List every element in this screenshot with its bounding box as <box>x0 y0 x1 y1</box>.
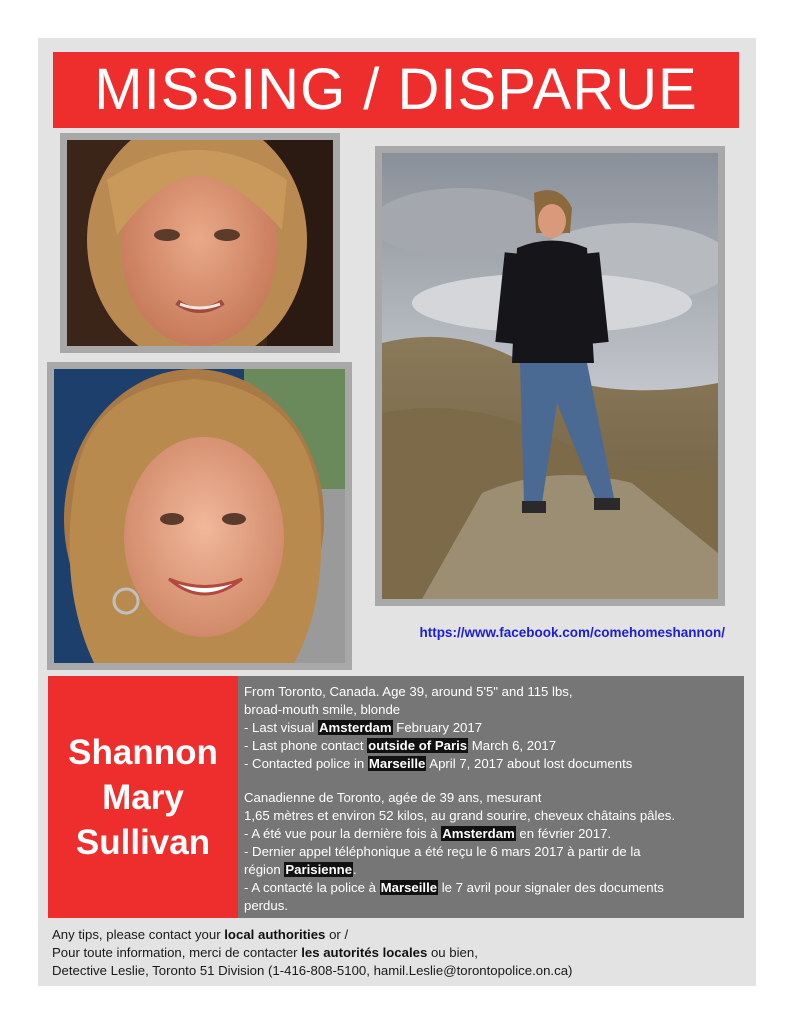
english-contacted-police: - Contacted police in Marseille April 7, 2017 about lost documents <box>244 756 633 771</box>
contact-footer <box>52 926 742 980</box>
english-intro-line-1: From Toronto, Canada. Age 39, around 5'5" and 115 lbs, <box>244 684 573 699</box>
highlight-marseille-fr: Marseille <box>380 880 438 895</box>
highlight-outside-paris: outside of Paris <box>368 738 468 753</box>
name-first: Shannon <box>68 732 218 772</box>
french-contacted-police: - A contacté la police à Marseille le 7 avril pour signaler des documents <box>244 880 664 895</box>
name-middle: Mary <box>102 777 184 817</box>
french-last-call-line-2: région Parisienne. <box>244 862 357 877</box>
name-last: Sullivan <box>75 822 211 862</box>
highlight-parisienne: Parisienne <box>285 862 353 877</box>
footer-local-authorities: local authorities <box>224 927 326 942</box>
highlight-amsterdam: Amsterdam <box>319 720 392 735</box>
photo-smiling-portrait <box>47 362 352 670</box>
english-last-visual: - Last visual Amsterdam February 2017 <box>244 720 483 735</box>
footer-line-english: Any tips, please contact your local authorities or / <box>52 927 349 942</box>
name-panel <box>48 676 238 918</box>
description-panel <box>238 676 744 918</box>
highlight-amsterdam-fr: Amsterdam <box>442 826 515 841</box>
footer-line-french: Pour toute information, merci de contacter les autorités locales ou bien, <box>52 945 478 960</box>
facebook-link[interactable]: https://www.facebook.com/comehomeshannon/ <box>419 625 725 640</box>
missing-header-banner <box>53 52 739 128</box>
french-contacted-police-line-2: perdus. <box>244 898 288 913</box>
highlight-marseille: Marseille <box>368 756 426 771</box>
photo-smiling-portrait-image <box>54 369 345 663</box>
french-last-call-line-1: - Dernier appel téléphonique a été reçu le 6 mars 2017 à partir de la <box>244 844 641 859</box>
footer-autorites-locales: les autorités locales <box>301 945 428 960</box>
page-title: MISSING / DISPARUE <box>94 57 698 122</box>
english-intro-line-2: broad-mouth smile, blonde <box>244 702 401 717</box>
photo-face-closeup-image <box>67 140 333 346</box>
english-last-phone: - Last phone contact outside of Paris March 6, 2017 <box>244 738 557 753</box>
french-intro-line-2: 1,65 mètres et environ 52 kilos, au grand sourire, cheveux châtains pâles. <box>244 808 676 823</box>
photo-standing-on-rock-image <box>382 153 718 599</box>
french-intro-line-1: Canadienne de Toronto, agée de 39 ans, mesurant <box>244 790 542 805</box>
footer-detective-contact: Detective Leslie, Toronto 51 Division (1-416-808-5100, hamil.Leslie@torontopolice.on.ca) <box>52 963 573 978</box>
photo-standing-on-rock <box>375 146 725 606</box>
photo-face-closeup <box>60 133 340 353</box>
french-last-seen: - A été vue pour la dernière fois à Amsterdam en février 2017. <box>244 826 612 841</box>
